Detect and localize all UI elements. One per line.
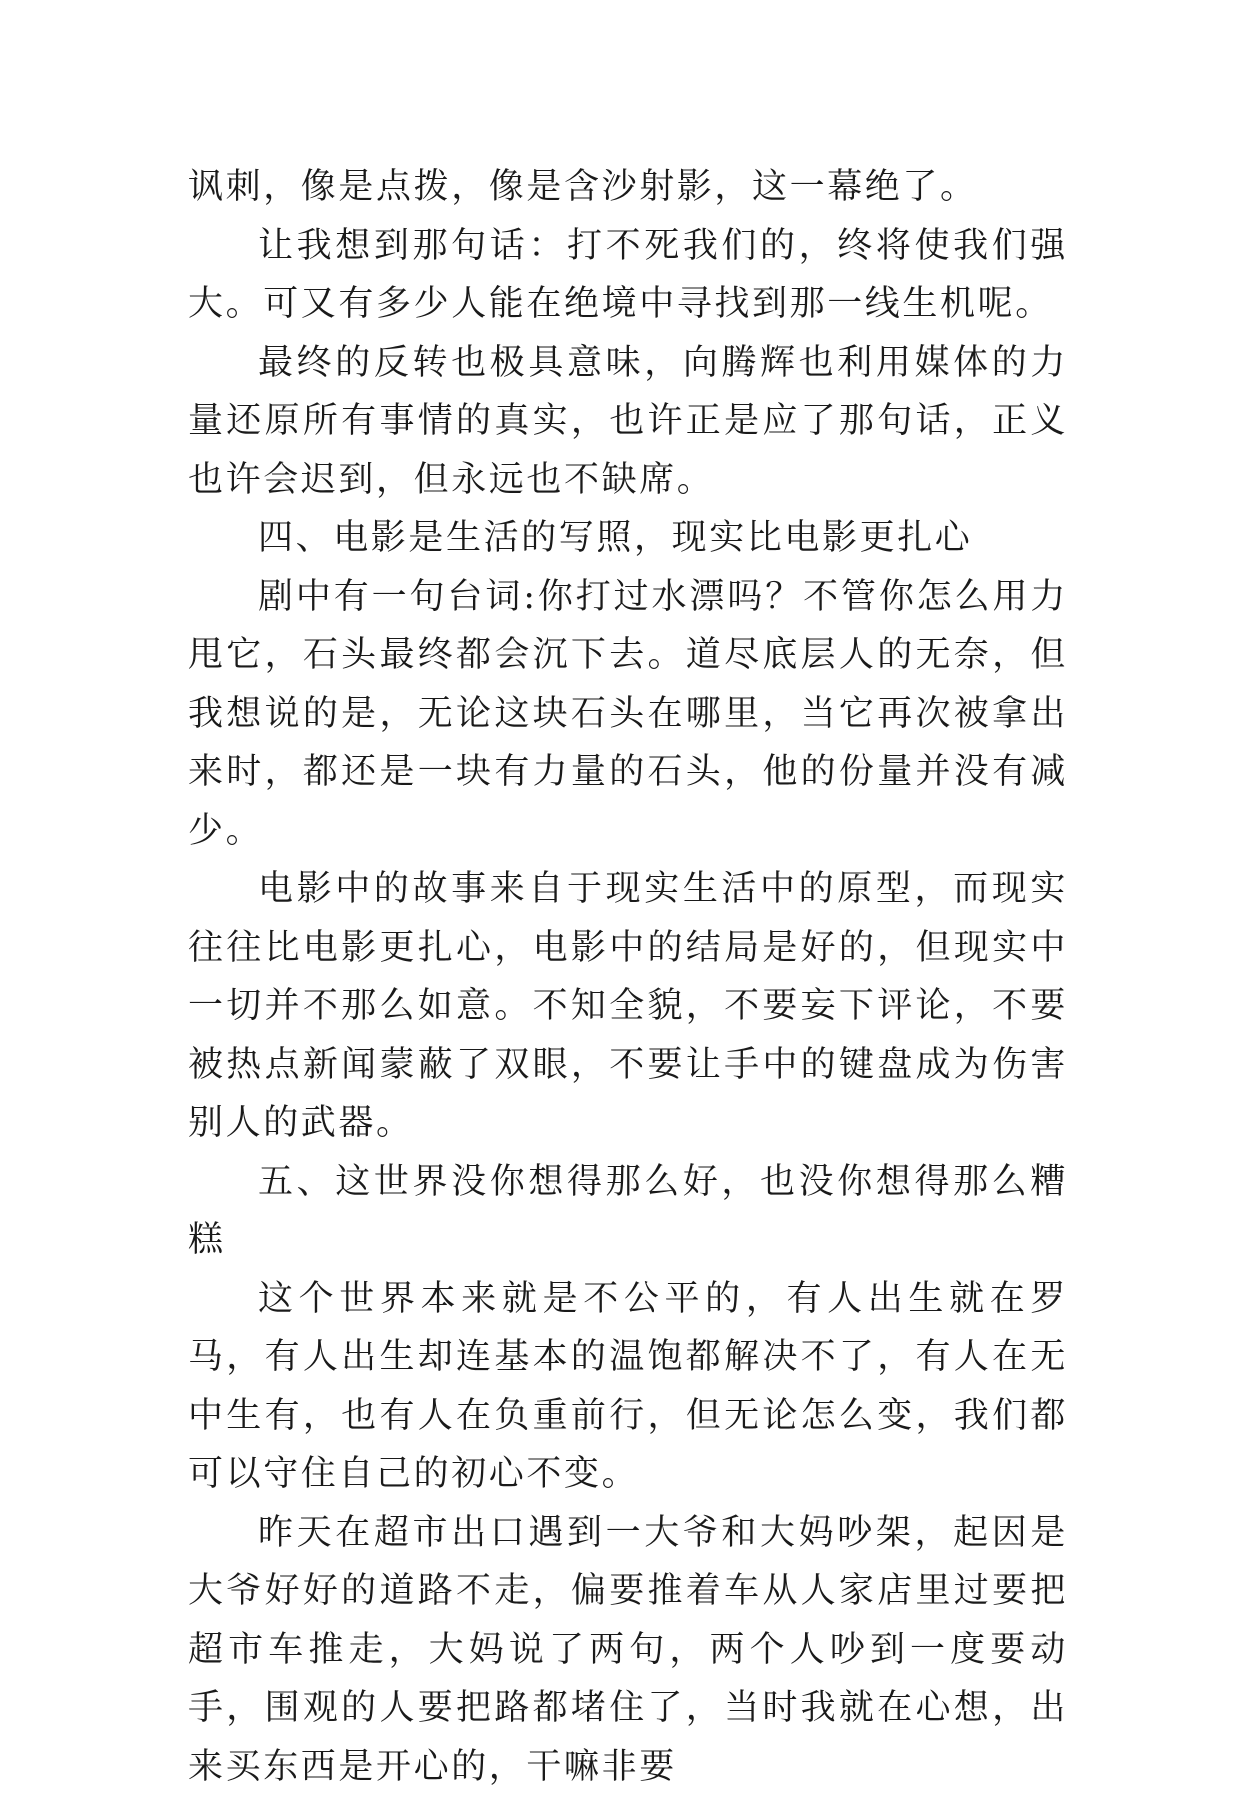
paragraph: 剧中有一句台词:你打过水漂吗？不管你怎么用力甩它，石头最终都会沉下去。道尽底层人的无奈，但我想说的是，无论这块石头在哪里，当它再次被拿出来时，都还是一块有力量的石头，他的份量并没有减少。 xyxy=(188,568,1068,861)
paragraph-continuation: 讽刺，像是点拨，像是含沙射影，这一幕绝了。 xyxy=(188,158,1068,217)
section-heading: 五、这世界没你想得那么好，也没你想得那么糟糕 xyxy=(188,1153,1068,1270)
paragraph: 让我想到那句话：打不死我们的，终将使我们强大。可又有多少人能在绝境中寻找到那一线生机呢。 xyxy=(188,217,1068,334)
paragraph: 这个世界本来就是不公平的，有人出生就在罗马，有人出生却连基本的温饱都解决不了，有人在无中生有，也有人在负重前行，但无论怎么变，我们都可以守住自己的初心不变。 xyxy=(188,1270,1068,1504)
paragraph: 最终的反转也极具意味，向腾辉也利用媒体的力量还原所有事情的真实，也许正是应了那句话，正义也许会迟到，但永远也不缺席。 xyxy=(188,334,1068,510)
document-body xyxy=(188,158,1068,1796)
paragraph: 昨天在超市出口遇到一大爷和大妈吵架，起因是大爷好好的道路不走，偏要推着车从人家店里过要把超市车推走，大妈说了两句，两个人吵到一度要动手，围观的人要把路都堵住了，当时我就在心想，出来买东西是开心的，干嘛非要 xyxy=(188,1504,1068,1796)
section-heading: 四、电影是生活的写照，现实比电影更扎心 xyxy=(188,509,1068,568)
paragraph: 电影中的故事来自于现实生活中的原型，而现实往往比电影更扎心，电影中的结局是好的，但现实中一切并不那么如意。不知全貌，不要妄下评论，不要被热点新闻蒙蔽了双眼，不要让手中的键盘成为伤害别人的武器。 xyxy=(188,860,1068,1153)
